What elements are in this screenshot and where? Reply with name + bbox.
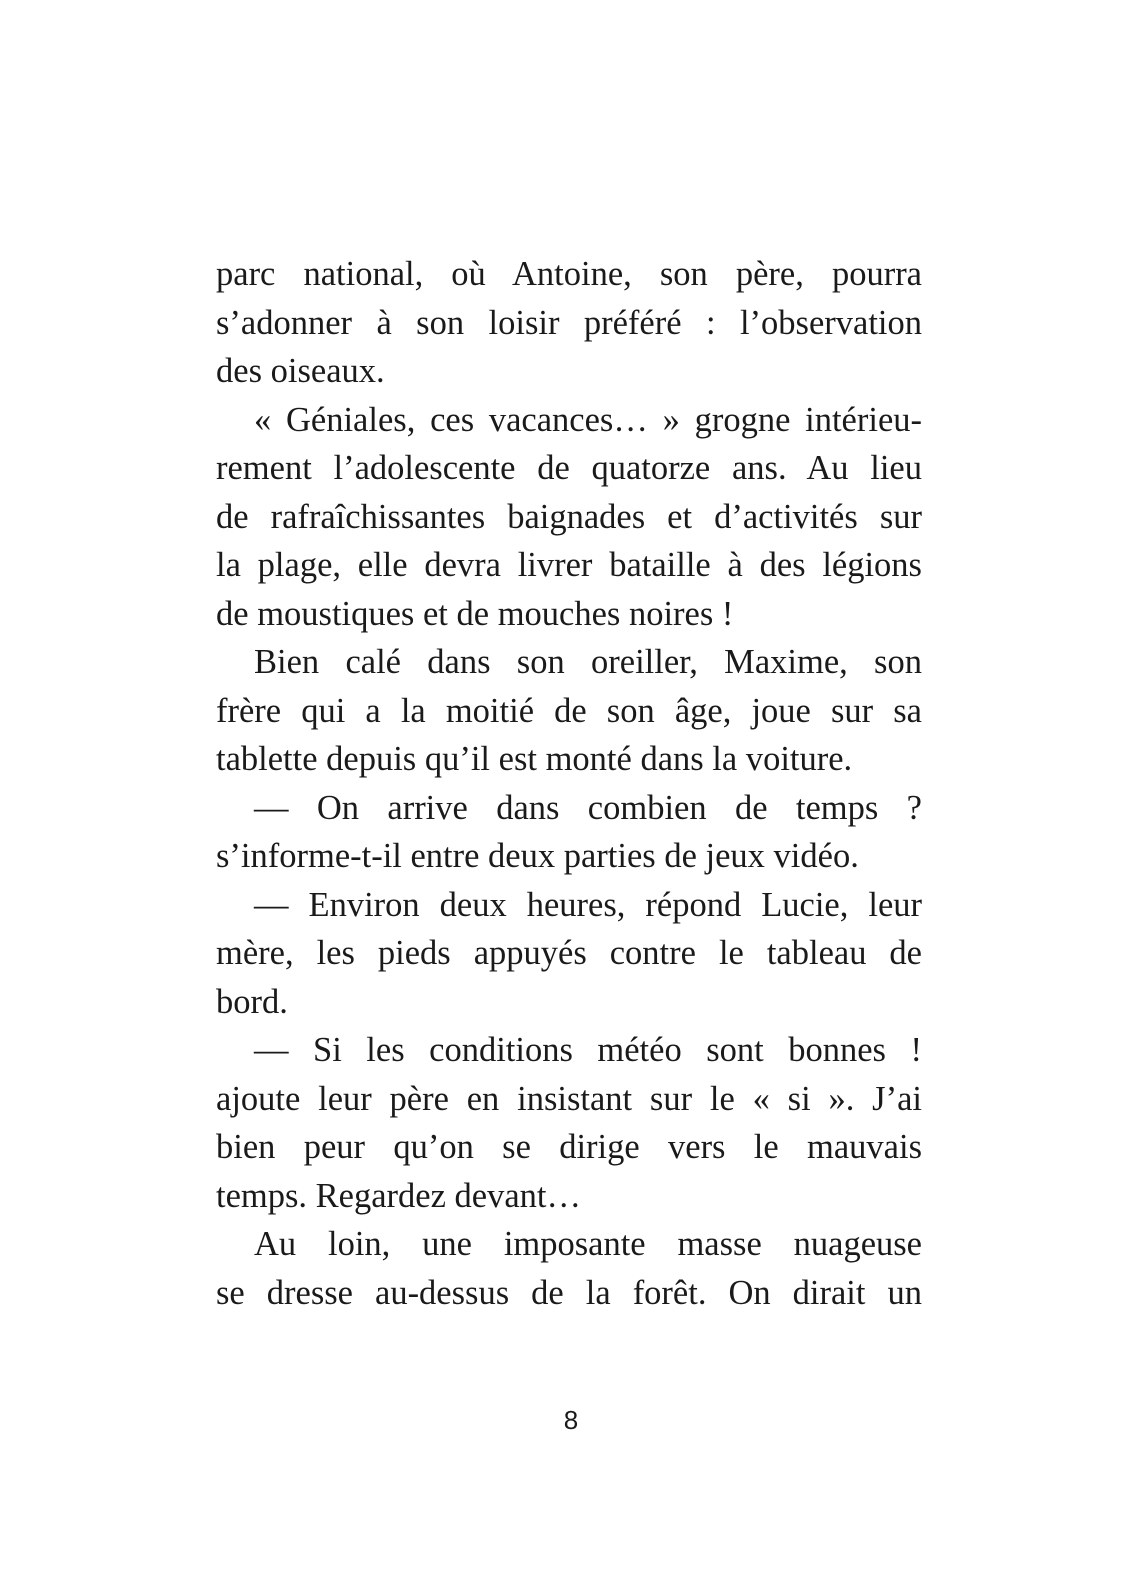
text-line: se dresse au-dessus de la forêt. On dirait un	[216, 1273, 922, 1312]
paragraph	[216, 1026, 922, 1220]
paragraph	[216, 396, 922, 639]
paragraph	[216, 250, 922, 396]
text-line: frère qui a la moitié de son âge, joue sur sa	[216, 691, 922, 730]
text-line: « Géniales, ces vacances… » grogne intérieu-	[254, 400, 922, 439]
text-line: de moustiques et de mouches noires !	[216, 594, 734, 633]
text-line: parc national, où Antoine, son père, pourra	[216, 255, 922, 293]
text-line: Au loin, une imposante masse nuageuse	[254, 1225, 922, 1263]
text-line: rement l’adolescente de quatorze ans. Au lieu	[216, 449, 922, 487]
paragraph	[216, 1220, 922, 1317]
text-line: bien peur qu’on se dirige vers le mauvais	[216, 1128, 922, 1166]
text-line: s’informe-t-il entre deux parties de jeux vidéo.	[216, 837, 859, 875]
text-line: Bien calé dans son oreiller, Maxime, son	[254, 643, 922, 681]
text-line: — Environ deux heures, répond Lucie, leur	[254, 885, 922, 924]
text-line: ajoute leur père en insistant sur le « si ». J’ai	[216, 1079, 922, 1118]
text-line: — Si les conditions météo sont bonnes !	[254, 1031, 922, 1069]
text-line: — On arrive dans combien de temps ?	[254, 788, 922, 827]
text-line: tablette depuis qu’il est monté dans la voiture.	[216, 740, 853, 778]
paragraph	[216, 638, 922, 784]
text-line: de rafraîchissantes baignades et d’activités sur	[216, 497, 922, 536]
text-line: bord.	[216, 982, 288, 1021]
paragraph	[216, 881, 922, 1027]
text-line: s’adonner à son loisir préféré : l’observation	[216, 303, 922, 342]
text-line: mère, les pieds appuyés contre le tableau de	[216, 934, 922, 972]
text-line: temps. Regardez devant…	[216, 1176, 581, 1215]
paragraph	[216, 784, 922, 881]
text-line: des oiseaux.	[216, 352, 385, 390]
text-line: la plage, elle devra livrer bataille à des légions	[216, 546, 922, 584]
body-text	[216, 250, 922, 1317]
page-number: 8	[563, 1405, 579, 1435]
